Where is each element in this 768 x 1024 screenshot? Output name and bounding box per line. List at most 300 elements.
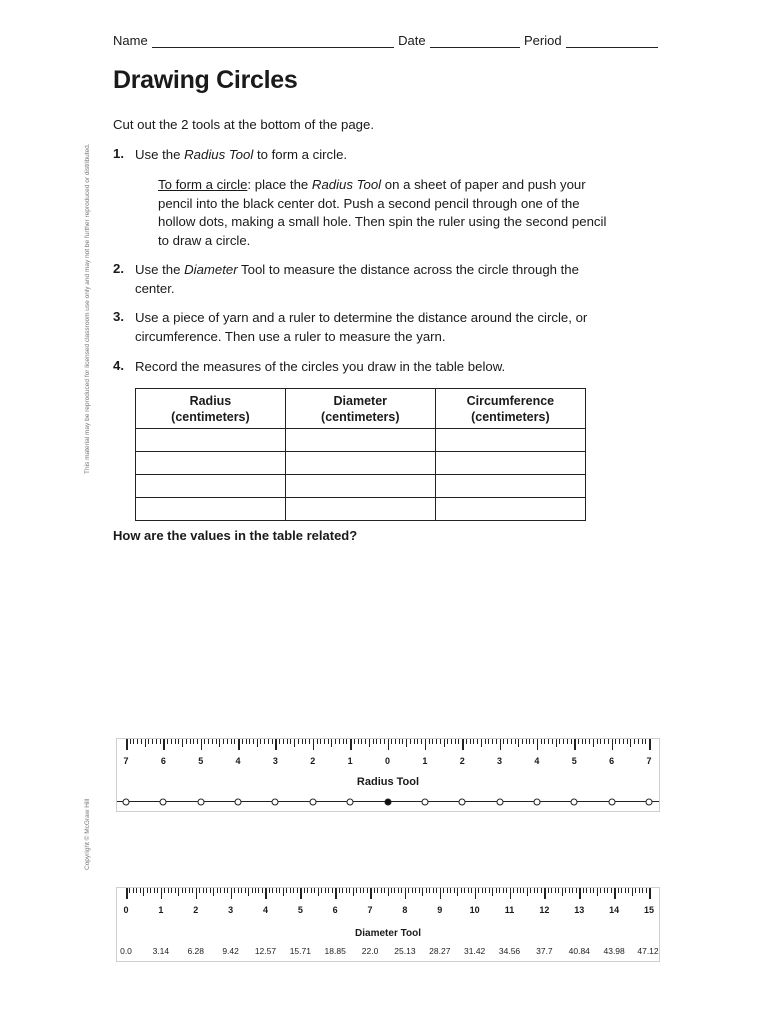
table-cell[interactable] xyxy=(435,452,585,475)
ruler-tick xyxy=(530,888,531,893)
circumference-label: 6.28 xyxy=(187,946,204,956)
ruler-tick xyxy=(164,888,165,893)
ruler-tick xyxy=(597,739,598,744)
ruler-tick xyxy=(619,739,620,744)
ruler-tick xyxy=(415,888,416,893)
table-row xyxy=(136,452,586,475)
ruler-tick xyxy=(473,739,474,744)
ruler-tick xyxy=(488,739,489,744)
ruler-tick xyxy=(468,888,469,893)
date-field[interactable] xyxy=(430,34,520,48)
ruler-tick xyxy=(406,739,407,747)
ruler-tick xyxy=(391,739,392,744)
ruler-tick xyxy=(160,739,161,744)
ruler-tick xyxy=(513,888,514,893)
ruler-tick xyxy=(388,888,389,896)
table-cell[interactable] xyxy=(136,429,286,452)
step-number: 3. xyxy=(113,309,124,324)
ruler-tick-label: 0 xyxy=(384,756,391,766)
ruler-tick xyxy=(358,739,359,744)
ruler-tick xyxy=(496,739,497,744)
ruler-tick-label: 11 xyxy=(504,905,515,915)
pencil-hole-dot[interactable] xyxy=(197,799,204,806)
ruler-tick xyxy=(478,888,479,893)
ruler-tick xyxy=(342,888,343,893)
circumference-label: 37.7 xyxy=(536,946,553,956)
instruction-text: To form a circle: place the Radius Tool on a sheet of paper and push your pencil into the black center dot. Push a second pencil through one of the hollow dots, making a small hole. Then spin the ruler using the second pencil to draw a circle. xyxy=(158,177,607,248)
ruler-tick xyxy=(298,739,299,744)
ruler-tick xyxy=(414,739,415,744)
ruler-tick xyxy=(574,739,576,750)
ruler-tick xyxy=(272,888,273,893)
ruler-tick-label: 13 xyxy=(574,905,585,915)
ruler-tick xyxy=(614,888,616,899)
ruler-tick xyxy=(638,739,639,744)
ruler-tick xyxy=(578,739,579,744)
ruler-tick xyxy=(193,739,194,744)
ruler-tick-label: 6 xyxy=(332,905,338,915)
pencil-hole-dot[interactable] xyxy=(421,799,428,806)
table-cell[interactable] xyxy=(285,498,435,521)
ruler-tick-label: 2 xyxy=(310,756,316,766)
pencil-hole-dot[interactable] xyxy=(459,799,466,806)
ruler-tick-label: 9 xyxy=(437,905,443,915)
radius-tool-label: Radius Tool xyxy=(356,776,420,788)
ruler-tick xyxy=(346,888,347,893)
ruler-tick xyxy=(294,739,295,747)
circumference-label: 3.14 xyxy=(152,946,170,956)
ruler-tick xyxy=(443,888,444,893)
ruler-tick xyxy=(192,888,193,893)
ruler-tick xyxy=(381,888,382,893)
table-row xyxy=(136,429,586,452)
ruler-tick xyxy=(185,888,186,893)
pencil-hole-dot[interactable] xyxy=(533,799,540,806)
question-text: How are the values in the table related? xyxy=(113,528,358,543)
ruler-tick xyxy=(635,888,636,893)
step-text: Record the measures of the circles you draw in the table below. xyxy=(135,359,506,374)
ruler-tick xyxy=(394,888,395,893)
ruler-tick xyxy=(470,739,471,744)
ruler-tick xyxy=(297,888,298,893)
ruler-tick xyxy=(565,888,566,893)
ruler-tick xyxy=(548,739,549,744)
ruler-tick xyxy=(533,739,534,744)
ruler-tick xyxy=(433,888,434,893)
step-text: Use a piece of yarn and a ruler to determine the distance around the circle, or circumference. Then use a ruler to measure the yarn. xyxy=(135,310,588,344)
ruler-tick xyxy=(558,888,559,893)
ruler-tick xyxy=(466,739,467,744)
ruler-tick xyxy=(346,739,347,744)
ruler-tick xyxy=(227,739,228,744)
ruler-tick-label: 0 xyxy=(123,905,129,915)
ruler-tick xyxy=(571,739,572,744)
ruler-tick xyxy=(623,739,624,744)
ruler-tick xyxy=(436,888,437,893)
ruler-tick xyxy=(511,739,512,744)
ruler-tick xyxy=(324,739,325,744)
ruler-tick-label: 6 xyxy=(160,756,166,766)
ruler-tick xyxy=(293,888,294,893)
circumference-label: 28.27 xyxy=(429,946,451,956)
ruler-tick xyxy=(360,888,361,893)
ruler-tick xyxy=(642,888,643,893)
table-cell[interactable] xyxy=(435,498,585,521)
ruler-tick xyxy=(309,739,310,744)
ruler-tick xyxy=(586,888,587,893)
ruler-tick xyxy=(307,888,308,893)
ruler-tick xyxy=(264,739,265,744)
ruler-tick xyxy=(572,888,573,893)
ruler-tick xyxy=(503,888,504,893)
ruler-tick xyxy=(140,888,141,893)
ruler-tick-label: 7 xyxy=(123,756,129,766)
table-cell[interactable] xyxy=(136,452,286,475)
pencil-hole-dot[interactable] xyxy=(123,799,130,806)
ruler-tick xyxy=(541,888,542,893)
ruler-tick xyxy=(182,739,183,747)
ruler-tick xyxy=(440,739,441,744)
ruler-tick xyxy=(649,739,651,750)
ruler-tick xyxy=(402,739,403,744)
ruler-tick xyxy=(363,888,364,893)
ruler-tick xyxy=(196,888,198,899)
table-cell[interactable] xyxy=(285,452,435,475)
ruler-tick xyxy=(145,739,146,747)
ruler-tick xyxy=(477,739,478,744)
ruler-tick-label: 4 xyxy=(235,756,241,766)
step-number: 2. xyxy=(113,261,124,276)
ruler-tick xyxy=(481,739,482,747)
ruler-tick xyxy=(388,739,390,750)
ruler-tick xyxy=(489,888,490,893)
ruler-tick xyxy=(126,888,128,899)
ruler-tick xyxy=(290,888,291,893)
ruler-tick xyxy=(398,888,399,893)
ruler-tick xyxy=(339,888,340,893)
center-dot[interactable] xyxy=(384,799,391,806)
ruler-tick xyxy=(157,888,158,893)
ruler-tick-label: 3 xyxy=(497,756,503,766)
ruler-tick-label: 1 xyxy=(422,756,428,766)
ruler-tick xyxy=(597,888,598,896)
ruler-tick xyxy=(141,739,142,744)
ruler-tick xyxy=(615,739,616,744)
ruler-tick xyxy=(510,888,512,899)
ruler-tick xyxy=(168,888,169,893)
ruler-tick xyxy=(276,888,277,893)
ruler-tick xyxy=(518,739,519,747)
ruler-tick xyxy=(600,888,601,893)
pencil-hole-dot[interactable] xyxy=(160,799,167,806)
ruler-tick-label: 15 xyxy=(643,905,655,915)
ruler-tick xyxy=(126,739,128,750)
pencil-hole-dot[interactable] xyxy=(309,799,316,806)
ruler-tick xyxy=(523,888,524,893)
table-cell[interactable] xyxy=(435,429,585,452)
ruler-tick xyxy=(593,888,594,893)
pencil-hole-dot[interactable] xyxy=(608,799,615,806)
ruler-tick xyxy=(178,739,179,744)
ruler-tick xyxy=(421,739,422,744)
ruler-tick xyxy=(161,888,163,899)
table-cell[interactable] xyxy=(435,475,585,498)
pencil-hole-dot[interactable] xyxy=(272,799,279,806)
ruler-tick xyxy=(354,739,355,744)
ruler-tick xyxy=(425,739,427,750)
ruler-tick xyxy=(380,739,381,744)
ruler-tick xyxy=(621,888,622,893)
circumference-label: 0.0 xyxy=(120,946,132,956)
ruler-tick xyxy=(454,888,455,893)
ruler-tick xyxy=(290,739,291,744)
pencil-hole-dot[interactable] xyxy=(235,799,242,806)
ruler-tick xyxy=(136,888,137,893)
ruler-tick xyxy=(475,888,477,899)
ruler-tick xyxy=(447,739,448,744)
ruler-tick xyxy=(328,888,329,893)
circumference-label: 18.85 xyxy=(324,946,346,956)
ruler-tick xyxy=(197,739,198,744)
ruler-tick xyxy=(422,888,423,896)
ruler-tick xyxy=(410,739,411,744)
ruler-tick xyxy=(257,739,258,747)
ruler-tick xyxy=(137,739,138,744)
ruler-tick xyxy=(318,888,319,896)
ruler-tick xyxy=(212,739,213,744)
pencil-hole-dot[interactable] xyxy=(571,799,578,806)
ruler-tick-label: 10 xyxy=(469,905,480,915)
column-header: Circumference (centimeters) xyxy=(435,389,585,429)
ruler-tick xyxy=(203,888,204,893)
ruler-tick xyxy=(604,888,605,893)
circumference-label: 9.42 xyxy=(222,946,239,956)
ruler-tick-label: 3 xyxy=(272,756,278,766)
circumference-label: 22.0 xyxy=(361,946,379,956)
ruler-tick xyxy=(332,888,333,893)
table-cell[interactable] xyxy=(136,475,286,498)
ruler-tick-label: 5 xyxy=(571,756,577,766)
ruler-tick xyxy=(300,888,302,899)
ruler-tick xyxy=(210,888,211,893)
pencil-hole-dot[interactable] xyxy=(646,799,653,806)
ruler-tick xyxy=(130,739,131,744)
ruler-tick xyxy=(628,888,629,893)
ruler-tick xyxy=(526,739,527,744)
ruler-tick xyxy=(485,888,486,893)
ruler-tick-label: 14 xyxy=(609,905,620,915)
ruler-tick xyxy=(517,888,518,893)
ruler-tick xyxy=(321,888,322,893)
ruler-tick xyxy=(265,888,267,899)
ruler-tick-label: 5 xyxy=(198,756,204,766)
ruler-tick xyxy=(374,888,375,893)
ruler-tick xyxy=(302,739,303,744)
ruler-tick xyxy=(563,739,564,744)
ruler-tick xyxy=(189,888,190,893)
ruler-tick xyxy=(634,739,635,744)
ruler-tick xyxy=(227,888,228,893)
ruler-tick xyxy=(147,888,148,893)
measurement-table xyxy=(135,388,586,521)
ruler-tick xyxy=(458,739,459,744)
ruler-tick xyxy=(320,739,321,744)
ruler-tick-label: 4 xyxy=(262,905,268,915)
period-field[interactable] xyxy=(566,34,658,48)
ruler-tick xyxy=(482,888,483,893)
pencil-hole-dot[interactable] xyxy=(347,799,354,806)
ruler-tick xyxy=(231,888,233,899)
ruler-tick-label: 2 xyxy=(193,905,199,915)
ruler-tick xyxy=(317,739,318,744)
ruler-tick xyxy=(515,739,516,744)
ruler-tick xyxy=(234,739,235,744)
ruler-tick xyxy=(279,739,280,744)
ruler-tick xyxy=(426,888,427,893)
ruler-tick xyxy=(492,888,493,896)
circumference-label: 34.56 xyxy=(498,946,521,956)
ruler-tick xyxy=(204,739,205,744)
ruler-tick xyxy=(258,888,259,893)
ruler-tick xyxy=(370,888,372,899)
ruler-tick xyxy=(405,888,407,899)
ruler-tick xyxy=(391,888,392,893)
ruler-tick xyxy=(500,739,502,750)
ruler-tick xyxy=(242,739,243,744)
ruler-tick xyxy=(642,739,643,744)
ruler-tick xyxy=(429,888,430,893)
radius-tool[interactable] xyxy=(116,738,660,812)
table-cell[interactable] xyxy=(285,429,435,452)
ruler-tick xyxy=(287,739,288,744)
ruler-tick xyxy=(583,888,584,893)
ruler-tick xyxy=(457,888,458,896)
table-cell[interactable] xyxy=(136,498,286,521)
ruler-tick xyxy=(607,888,608,893)
ruler-tick-label: 5 xyxy=(297,905,303,915)
ruler-tick xyxy=(356,888,357,893)
copyright-notice: Copyright © McGraw Hill xyxy=(84,798,91,870)
ruler-tick xyxy=(148,739,149,744)
page-title: Drawing Circles xyxy=(113,66,298,94)
ruler-tick xyxy=(133,739,134,744)
ruler-tick xyxy=(507,739,508,744)
ruler-tick-label: 8 xyxy=(402,905,408,915)
ruler-tick xyxy=(171,888,172,893)
circumference-label: 47.12 xyxy=(637,946,659,956)
ruler-tick xyxy=(220,888,221,893)
ruler-tick xyxy=(436,739,437,744)
ruler-tick xyxy=(350,739,352,750)
ruler-tick xyxy=(325,888,326,893)
ruler-tick xyxy=(224,888,225,893)
ruler-tick xyxy=(419,888,420,893)
ruler-tick xyxy=(417,739,418,744)
ruler-tick xyxy=(503,739,504,744)
step-text: Use the Diameter Tool to measure the distance across the circle through the center. xyxy=(135,262,579,296)
ruler-tick xyxy=(150,888,151,893)
ruler-tick xyxy=(492,739,493,744)
ruler-tick xyxy=(377,888,378,893)
ruler-tick xyxy=(171,739,172,744)
ruler-tick xyxy=(471,888,472,893)
circumference-label: 43.98 xyxy=(603,946,625,956)
circumference-label: 25.13 xyxy=(394,946,416,956)
name-field[interactable] xyxy=(152,34,394,48)
ruler-tick xyxy=(272,739,273,744)
ruler-tick xyxy=(231,739,232,744)
ruler-tick-label: 2 xyxy=(459,756,465,766)
ruler-tick xyxy=(548,888,549,893)
ruler-tick xyxy=(529,739,530,744)
ruler-tick xyxy=(241,888,242,893)
circumference-label: 15.71 xyxy=(289,946,311,956)
ruler-tick xyxy=(555,888,556,893)
ruler-tick xyxy=(590,888,591,893)
ruler-tick xyxy=(206,888,207,893)
pencil-hole-dot[interactable] xyxy=(496,799,503,806)
ruler-tick xyxy=(604,739,605,744)
ruler-tick xyxy=(450,888,451,893)
ruler-tick xyxy=(455,739,456,744)
ruler-tick xyxy=(129,888,130,893)
license-notice: This material may be reproduced for licensed classroom use only and may not be further reproduced or distributed. xyxy=(84,143,91,474)
ruler-tick xyxy=(133,888,134,893)
ruler-tick xyxy=(199,888,200,893)
step-number: 4. xyxy=(113,358,124,373)
ruler-tick xyxy=(412,888,413,893)
date-label: Date xyxy=(398,33,426,48)
table-row xyxy=(136,498,586,521)
ruler-tick xyxy=(579,888,581,899)
ruler-tick xyxy=(234,888,235,893)
ruler-tick xyxy=(444,739,445,747)
ruler-tick xyxy=(305,739,306,744)
ruler-tick-label: 7 xyxy=(367,905,373,915)
ruler-tick xyxy=(485,739,486,744)
ruler-tick xyxy=(447,888,448,893)
ruler-tick xyxy=(645,739,646,744)
ruler-tick xyxy=(556,739,557,747)
ruler-tick xyxy=(331,739,332,747)
diameter-tool[interactable] xyxy=(116,887,660,962)
ruler-tick xyxy=(248,888,249,896)
ruler-tick xyxy=(252,888,253,893)
ruler-tick xyxy=(384,888,385,893)
ruler-tick xyxy=(395,739,396,744)
ruler-tick xyxy=(569,888,570,893)
ruler-tick xyxy=(376,739,377,744)
ruler-tick xyxy=(353,888,354,896)
ruler-tick xyxy=(520,888,521,893)
ruler-tick-label: 12 xyxy=(539,905,550,915)
ruler-tick xyxy=(275,739,277,750)
ruler-tick xyxy=(182,888,183,893)
ruler-tick xyxy=(283,888,284,896)
ruler-tick xyxy=(408,888,409,893)
ruler-tick xyxy=(286,888,287,893)
ruler-tick xyxy=(464,888,465,893)
ruler-tick xyxy=(208,739,209,744)
ruler-tick xyxy=(585,739,586,744)
ruler-tick xyxy=(462,739,464,750)
ruler-tick xyxy=(216,739,217,744)
ruler-tick xyxy=(367,888,368,893)
ruler-tick xyxy=(349,888,350,893)
ruler-tick xyxy=(627,739,628,744)
table-cell[interactable] xyxy=(285,475,435,498)
ruler-tick-label: 3 xyxy=(228,905,234,915)
